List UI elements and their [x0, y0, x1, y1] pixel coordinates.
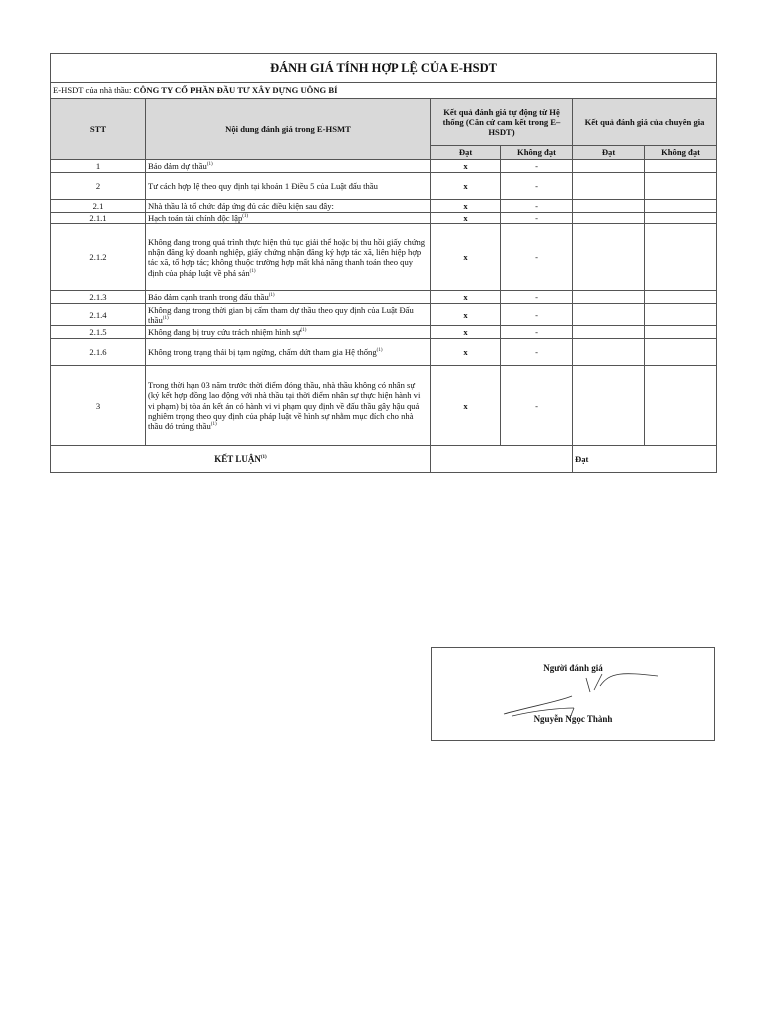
footnote-marker: (1)	[376, 348, 383, 354]
row-expert-fail	[645, 326, 717, 339]
row-content	[146, 304, 431, 326]
row-expert-pass	[573, 326, 645, 339]
row-auto-pass: x	[431, 213, 501, 224]
row-stt: 2.1.6	[51, 339, 146, 366]
row-content	[146, 173, 431, 200]
row-content-text: Bảo đảm dự thầu	[148, 160, 207, 171]
table-row	[51, 326, 717, 339]
footnote-marker: (1)	[162, 315, 169, 321]
row-expert-fail	[645, 291, 717, 304]
row-stt: 2	[51, 173, 146, 200]
row-expert-pass	[573, 173, 645, 200]
contractor-line	[51, 83, 717, 99]
header-expert-result: Kết quả đánh giá của chuyên gia	[573, 99, 717, 146]
table-row	[51, 213, 717, 224]
row-auto-pass: x	[431, 304, 501, 326]
conclusion-auto	[431, 446, 573, 473]
footnote-marker: (1)	[249, 268, 256, 274]
footnote-marker: (1)	[300, 328, 307, 334]
header-expert-fail: Không đạt	[645, 146, 717, 160]
row-expert-fail	[645, 224, 717, 291]
row-expert-pass	[573, 160, 645, 173]
footnote-marker: (1)	[206, 161, 213, 167]
row-auto-pass: x	[431, 291, 501, 304]
row-expert-pass	[573, 213, 645, 224]
row-stt: 2.1.1	[51, 213, 146, 224]
row-expert-fail	[645, 339, 717, 366]
conclusion-expert-value: Đạt	[575, 454, 589, 465]
header-content: Nội dung đánh giá trong E-HSMT	[146, 99, 431, 160]
document-title: ĐÁNH GIÁ TÍNH HỢP LỆ CỦA E-HSDT	[51, 54, 717, 83]
row-expert-fail	[645, 173, 717, 200]
table-row	[51, 366, 717, 446]
row-auto-fail: -	[501, 160, 573, 173]
row-auto-pass: x	[431, 339, 501, 366]
row-expert-pass	[573, 339, 645, 366]
footnote-marker: (1)	[268, 293, 275, 299]
table-row	[51, 173, 717, 200]
row-content	[146, 366, 431, 446]
header-auto-result: Kết quả đánh giá tự động từ Hệ thống (Căn cứ cam kết trong E–HSDT)	[431, 99, 573, 146]
row-expert-fail	[645, 304, 717, 326]
row-auto-fail: -	[501, 173, 573, 200]
conclusion-expert	[573, 446, 717, 473]
signer-role: Người đánh giá	[543, 663, 603, 673]
row-expert-fail	[645, 200, 717, 213]
row-content-text: Bảo đảm cạnh tranh trong đấu thầu	[148, 292, 269, 303]
row-content	[146, 160, 431, 173]
footnote-marker: (1)	[242, 214, 249, 220]
row-auto-fail: -	[501, 339, 573, 366]
row-content-text: Không đang trong thời gian bị cấm tham dự thầu theo quy định của Luật Đấu thầu	[148, 304, 414, 325]
row-auto-fail: -	[501, 200, 573, 213]
row-stt: 2.1.4	[51, 304, 146, 326]
header-auto-pass: Đạt	[431, 146, 501, 160]
conclusion-label	[51, 446, 431, 473]
row-content	[146, 213, 431, 224]
row-auto-fail: -	[501, 366, 573, 446]
contractor-label: E-HSDT của nhà thầu:	[53, 85, 132, 96]
row-stt: 1	[51, 160, 146, 173]
row-stt: 3	[51, 366, 146, 446]
row-expert-pass	[573, 366, 645, 446]
row-expert-pass	[573, 304, 645, 326]
row-expert-fail	[645, 160, 717, 173]
row-content-text: Không đang trong quá trình thực hiện thủ tục giải thể hoặc bị thu hồi giấy chứng nhận đăng ký doanh nghiệp, giấy chứng nhận đăng ký hợp tác xã, liên hiệp hợp tác xã, tổ hợp tác; không thuộc trường hợp mất khả năng thanh toán theo quy định của pháp luật về phá sản	[148, 236, 426, 278]
row-content-text: Hạch toán tài chính độc lập	[148, 213, 243, 223]
row-auto-pass: x	[431, 160, 501, 173]
conclusion-row	[51, 446, 717, 473]
row-expert-pass	[573, 224, 645, 291]
row-content	[146, 291, 431, 304]
row-auto-fail: -	[501, 213, 573, 224]
row-auto-fail: -	[501, 224, 573, 291]
row-expert-fail	[645, 213, 717, 224]
row-expert-pass	[573, 200, 645, 213]
row-stt: 2.1.5	[51, 326, 146, 339]
row-auto-pass: x	[431, 200, 501, 213]
row-content	[146, 224, 431, 291]
row-auto-pass: x	[431, 224, 501, 291]
row-expert-pass	[573, 291, 645, 304]
header-stt: STT	[51, 99, 146, 160]
row-content-text: Không đang bị truy cứu trách nhiệm hình sự	[148, 327, 301, 338]
row-expert-fail	[645, 366, 717, 446]
row-stt: 2.1	[51, 200, 146, 213]
row-stt: 2.1.3	[51, 291, 146, 304]
signer-name: Nguyễn Ngọc Thành	[533, 714, 613, 724]
header-auto-fail: Không đạt	[501, 146, 573, 160]
row-auto-pass: x	[431, 366, 501, 446]
row-content-text: Trong thời hạn 03 năm trước thời điểm đóng thầu, nhà thầu không có nhân sự (ký kết hợp đồng lao động với nhà thầu tại thời điểm nhân sự thực hiện hành vi vi phạm) bị tòa án kết án có hành vi vi phạm quy định về đấu thầu gây hậu quả nghiêm trọng theo quy định của pháp luật về hình sự nhằm mục đích cho nhà thầu đó trúng thầu	[148, 380, 421, 432]
row-content	[146, 200, 431, 213]
row-content-text: Không trong trạng thái bị tạm ngừng, chấm dứt tham gia Hệ thống	[148, 347, 377, 358]
row-auto-pass: x	[431, 173, 501, 200]
table-row	[51, 224, 717, 291]
table-row	[51, 160, 717, 173]
footnote-marker: (1)	[210, 422, 217, 428]
header-expert-pass: Đạt	[573, 146, 645, 160]
row-content	[146, 339, 431, 366]
evaluation-table	[50, 53, 717, 473]
row-content-text: Nhà thầu là tổ chức đáp ứng đủ các điều kiện sau đây:	[148, 200, 334, 211]
row-auto-fail: -	[501, 291, 573, 304]
signature-box	[431, 647, 715, 741]
row-auto-fail: -	[501, 304, 573, 326]
footnote-marker: (1)	[260, 454, 267, 460]
table-row	[51, 291, 717, 304]
table-row	[51, 339, 717, 366]
row-content-text: Tư cách hợp lệ theo quy định tại khoản 1 Điều 5 của Luật đấu thầu	[148, 180, 378, 191]
contractor-name: CÔNG TY CỔ PHẦN ĐẦU TƯ XÂY DỰNG UÔNG BÍ	[133, 85, 338, 96]
row-auto-fail: -	[501, 326, 573, 339]
row-content	[146, 326, 431, 339]
row-stt: 2.1.2	[51, 224, 146, 291]
row-auto-pass: x	[431, 326, 501, 339]
handwritten-signature	[502, 670, 662, 720]
table-row	[51, 200, 717, 213]
table-row	[51, 304, 717, 326]
conclusion-text: KẾT LUẬN	[214, 453, 261, 464]
